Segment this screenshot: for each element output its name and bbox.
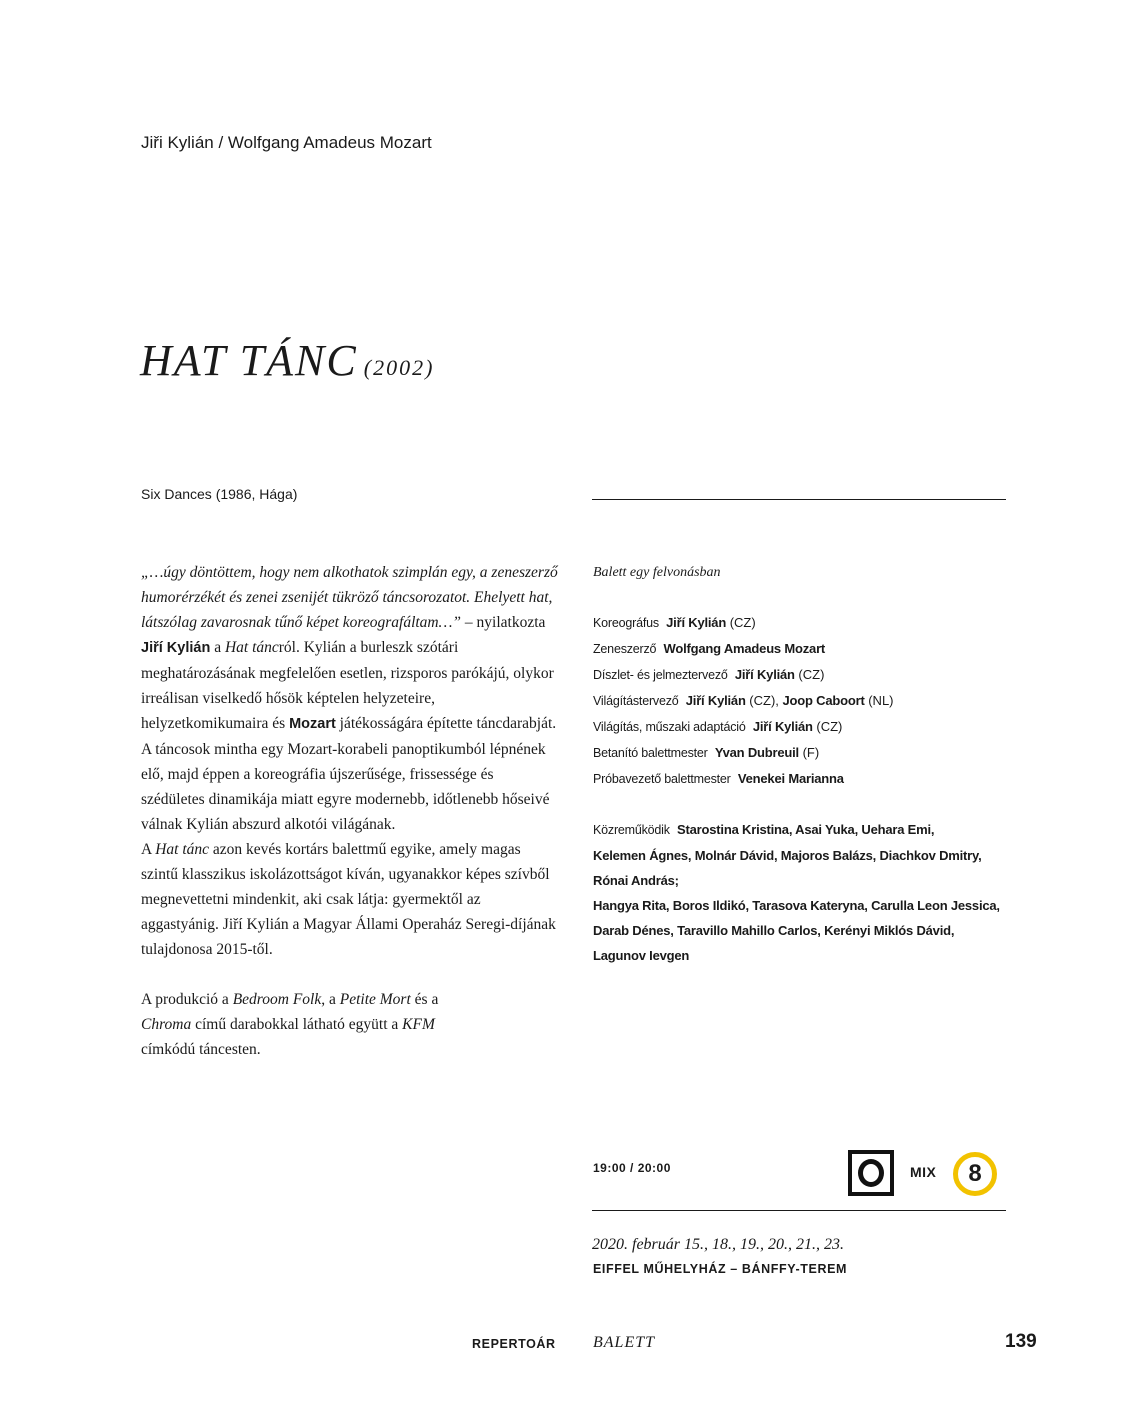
work-title: KFM [402, 1016, 435, 1033]
contrib-names: Lagunov Ievgen [593, 948, 690, 963]
credit-row [593, 688, 1023, 714]
credit-name: Jiří Kylián [734, 667, 795, 682]
credit-row [593, 714, 1023, 740]
contrib-names: Hangya Rita, Boros Ildikó, Tarasova Kateryna, Carulla Leon Jessica, [593, 898, 1000, 913]
mix-label: MIX [910, 1164, 937, 1180]
credit-role: Díszlet- és jelmeztervező [593, 668, 728, 682]
text-span: ról. Kylián a burleszk szótári meghatározásának megfelelően esetlen, rizsporos parókájú, olykor irreálisan viselkedő hősök képtelen helyzeteire, helyzetkomikumaira és [141, 639, 554, 732]
credit-suffix: (CZ) [812, 719, 843, 734]
text-span: A produkció a [141, 991, 233, 1008]
credit-name: Venekei Marianna [737, 771, 844, 786]
paragraph-2: A táncosok mintha egy Mozart-korabeli panoptikumból lépnének elő, majd éppen a koreográfia újszerűsége, frissessége és szédületes dinamikája miatt egyre modernebb, időtlenebb hőseivé válnak Kylián abszurd alkotói világának. [141, 741, 550, 833]
text-span: A [141, 841, 156, 858]
contrib-role: Közreműködik [593, 823, 670, 837]
contrib-names: Darab Dénes, Taravillo Mahillo Carlos, Kerényi Miklós Dávid, [593, 923, 955, 938]
credit-role: Világítástervező [593, 694, 679, 708]
footer-category: BALETT [593, 1334, 656, 1351]
text-span: című darabokkal látható együtt a [191, 1016, 403, 1033]
credit-row [593, 662, 1023, 688]
credit-name: Jiří Kylián [666, 615, 727, 630]
text-span: játékosságára építette táncdarabját. [335, 715, 557, 732]
title-text: HAT TÁNC [140, 336, 358, 385]
credit-name: Wolfgang Amadeus Mozart [663, 641, 826, 656]
credit-role: Koreográfus [593, 616, 659, 630]
credit-suffix: (NL) [864, 693, 894, 708]
page-title [140, 335, 434, 386]
credit-role: Zeneszerző [593, 642, 657, 656]
work-title: Hat tánc [155, 841, 210, 858]
mix-number-badge: 8 [953, 1152, 997, 1196]
text-span: címkódú táncesten. [141, 1041, 261, 1058]
credit-row [593, 766, 1023, 792]
work-title: Chroma [141, 1016, 192, 1033]
contributors [593, 817, 1023, 968]
work-title: Petite Mort [339, 991, 411, 1008]
credit-role: Világítás, műszaki adaptáció [593, 720, 746, 734]
credit-name: Jiří Kylián [685, 693, 746, 708]
contrib-names: Starostina Kristina, Asai Yuka, Uehara Emi, [677, 822, 935, 837]
work-title: Hat tánc [224, 639, 279, 656]
text-span: – nyilatkozta [461, 614, 546, 631]
credit-name: Joop Caboort [782, 693, 865, 708]
credit-suffix: (F) [798, 745, 820, 760]
name-kylian: Jiří Kylián [141, 640, 211, 656]
subtitle: Six Dances (1986, Hága) [141, 486, 298, 502]
credit-suffix: (CZ), [745, 693, 783, 708]
act-info: Balett egy felvonásban [593, 565, 721, 580]
paragraph-3 [141, 837, 561, 962]
title-year: (2002) [363, 355, 435, 380]
name-mozart: Mozart [289, 716, 336, 732]
paragraph-1 [141, 560, 561, 737]
credit-role: Próbavezető balettmester [593, 772, 731, 786]
page-number: 139 [1005, 1331, 1037, 1352]
credit-suffix: (CZ) [726, 615, 756, 630]
credit-name: Yvan Dubreuil [714, 745, 799, 760]
paragraph-4 [141, 987, 471, 1062]
credit-row [593, 636, 1023, 662]
contrib-names: Kelemen Ágnes, Molnár Dávid, Majoros Balázs, Diachkov Dmitry, [593, 848, 982, 863]
credit-row [593, 610, 1023, 636]
text-span: , a [321, 991, 340, 1008]
text-span: azon kevés kortárs balettmű egyike, amely magas szintű klasszikus iskolázottságot kíván, ugyanakkor képes szívből megnevettetni mindenkit, aki csak látja: gyermektől az aggastyánig. Jiří Kylián a Magyar Állami Operaház Seregi-díjának tulajdonosa 2015-től. [141, 841, 556, 958]
performance-dates: 2020. február 15., 18., 19., 20., 21., 23. [592, 1236, 844, 1253]
footer-section: REPERTOÁR [472, 1337, 556, 1351]
contrib-names: Rónai András; [593, 873, 679, 888]
text-span: és a [410, 991, 439, 1008]
body-text [141, 560, 561, 1062]
top-divider [592, 499, 1006, 500]
bottom-divider [592, 1210, 1006, 1211]
authors-line: Jiři Kylián / Wolfgang Amadeus Mozart [141, 133, 432, 152]
credit-role: Betanító balettmester [593, 746, 708, 760]
credit-suffix: (CZ) [794, 667, 825, 682]
opera-logo-icon [848, 1150, 894, 1196]
credit-row [593, 740, 1023, 766]
quote: „…úgy döntöttem, hogy nem alkothatok szimplán egy, a zeneszerző humorérzékét és zenei zsenijét tükröző táncsorozatot. Ehelyett hat, látszólag zavarosnak tűnő képet koreografáltam…” [141, 564, 558, 631]
show-times: 19:00 / 20:00 [593, 1161, 671, 1175]
venue: EIFFEL MŰHELYHÁZ – BÁNFFY-TEREM [593, 1262, 848, 1276]
credits [593, 560, 1023, 968]
credit-name: Jiří Kylián [752, 719, 813, 734]
text-span: a [210, 639, 225, 656]
work-title: Bedroom Folk [232, 991, 322, 1008]
